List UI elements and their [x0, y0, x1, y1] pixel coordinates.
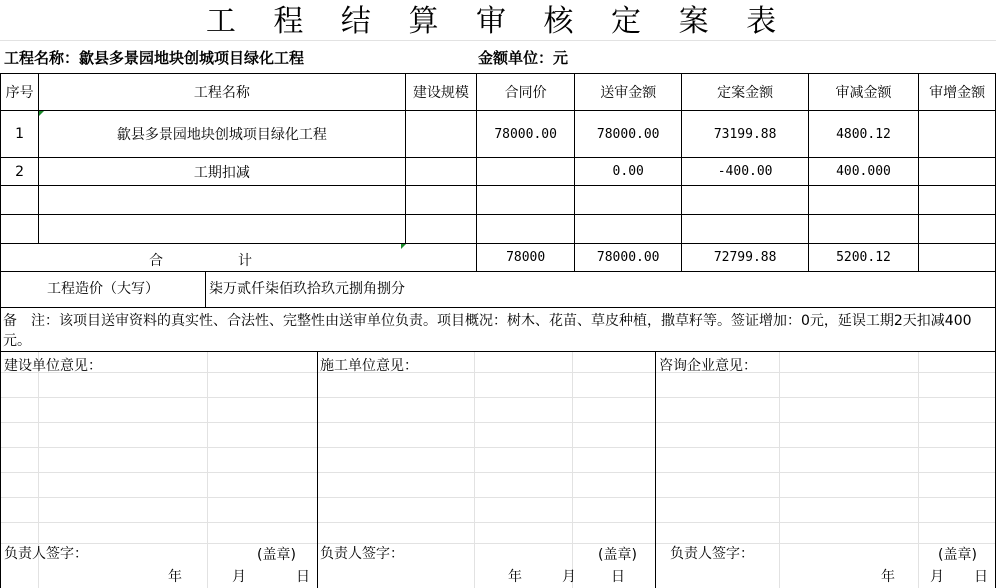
grid-line — [572, 352, 573, 588]
table-cell — [405, 158, 477, 186]
grid-line — [0, 472, 996, 473]
table-cell — [919, 186, 996, 215]
opinion-consultant-signer: 负责人签字： — [670, 546, 754, 562]
opinion-construction-label: 建设单位意见： — [4, 358, 102, 374]
total-final: 72799.88 — [682, 244, 808, 272]
opinion-construction-signer: 负责人签字： — [4, 546, 88, 562]
table-cell — [682, 215, 808, 244]
date-month: 月 — [232, 569, 246, 585]
table-cell: 1 — [1, 111, 39, 158]
table-cell: 73199.88 — [682, 111, 808, 158]
cell-comment-marker — [401, 244, 406, 249]
table-cell — [477, 158, 575, 186]
page-title: 工 程 结 算 审 核 定 案 表 — [205, 4, 791, 39]
table-row — [1, 111, 996, 158]
table-cell — [39, 186, 405, 215]
total-contract: 78000 — [477, 244, 575, 272]
table-cell — [808, 186, 918, 215]
cost-in-words-filler — [405, 272, 996, 308]
table-cell: 78000.00 — [574, 111, 682, 158]
grid-line — [779, 352, 780, 588]
total-submitted: 78000.00 — [574, 244, 682, 272]
table-cell: 4800.12 — [808, 111, 918, 158]
table-cell — [39, 111, 405, 158]
cost-in-words-label: 工程造价（大写） — [1, 272, 206, 307]
amount-unit: 金额单位：元 — [478, 49, 569, 67]
table-cell-text: 歙县多景园地块创城项目绿化工程 — [116, 127, 327, 143]
table-cell: 2 — [1, 158, 39, 186]
opinion-contractor-signer: 负责人签字： — [320, 546, 404, 562]
grid-line — [0, 372, 996, 373]
cost-in-words-row — [1, 272, 996, 308]
grid-line — [0, 40, 996, 41]
table-cell — [39, 215, 405, 244]
opinion-consultant-label: 咨询企业意见： — [659, 358, 757, 374]
total-increase — [919, 244, 996, 272]
grid-line — [0, 497, 996, 498]
cost-in-words-label-cell — [1, 272, 406, 308]
table-cell — [405, 186, 477, 215]
header-cell: 建设规模 — [405, 74, 477, 111]
date-year: 年 — [881, 569, 895, 585]
header-cell: 合同价 — [477, 74, 575, 111]
header-cell: 审增金额 — [919, 74, 996, 111]
cell-comment-marker — [39, 111, 44, 116]
header-cell: 定案金额 — [682, 74, 808, 111]
table-row — [1, 186, 996, 215]
date-year: 年 — [508, 569, 522, 585]
table-cell — [919, 158, 996, 186]
grid-line — [918, 352, 919, 588]
total-label-a: 合 — [149, 253, 163, 269]
date-day: 日 — [611, 569, 625, 585]
grid-line — [0, 422, 996, 423]
divider — [655, 352, 656, 588]
date-month: 月 — [930, 569, 944, 585]
table-cell — [477, 186, 575, 215]
header-cell: 送审金额 — [574, 74, 682, 111]
date-year: 年 — [168, 569, 182, 585]
total-row — [1, 244, 996, 272]
total-label-b: 计 — [238, 253, 252, 269]
table-cell: 工期扣减 — [39, 158, 405, 186]
grid-line — [0, 522, 996, 523]
table-cell — [405, 111, 477, 158]
date-day: 日 — [974, 569, 988, 585]
total-label-cell — [1, 244, 477, 272]
grid-line — [207, 352, 208, 588]
table-cell — [682, 186, 808, 215]
date-day: 日 — [296, 569, 310, 585]
table-cell: 400.000 — [808, 158, 918, 186]
table-cell — [574, 186, 682, 215]
table-cell: 0.00 — [574, 158, 682, 186]
header-cell: 序号 — [1, 74, 39, 111]
project-name: 工程名称：歙县多景园地块创城项目绿化工程 — [4, 49, 305, 67]
table-cell — [1, 186, 39, 215]
cost-in-words-value: 柒万贰仟柒佰玖拾玖元捌角捌分 — [209, 281, 405, 297]
divider — [317, 352, 318, 588]
opinion-contractor-seal: (盖章) — [598, 547, 637, 563]
table-header-row — [1, 74, 996, 111]
grid-line — [0, 447, 996, 448]
table-cell — [808, 215, 918, 244]
grid-line — [0, 543, 996, 544]
table-cell: -400.00 — [682, 158, 808, 186]
opinion-construction-seal: (盖章) — [257, 547, 296, 563]
opinion-consultant-seal: (盖章) — [938, 547, 977, 563]
table-row — [1, 158, 996, 186]
header-cell: 审减金额 — [808, 74, 918, 111]
table-cell — [574, 215, 682, 244]
opinion-contractor-label: 施工单位意见： — [320, 358, 418, 374]
table-cell — [919, 111, 996, 158]
total-reduction: 5200.12 — [808, 244, 918, 272]
table-row — [1, 215, 996, 244]
header-cell: 工程名称 — [39, 74, 405, 111]
table-cell — [405, 215, 477, 244]
table-cell — [919, 215, 996, 244]
table-cell — [477, 215, 575, 244]
grid-line — [0, 397, 996, 398]
grid-line — [474, 352, 475, 588]
divider — [0, 351, 996, 352]
divider — [0, 73, 1, 588]
table-cell — [1, 215, 39, 244]
date-month: 月 — [562, 569, 576, 585]
remark: 备 注：该项目送审资料的真实性、合法性、完整性由送审单位负责。项目概况：树木、花苗、草皮种植，撒草籽等。签证增加：0元，延误工期2天扣减400元。 — [3, 313, 972, 349]
settlement-table — [0, 73, 996, 308]
table-cell: 78000.00 — [477, 111, 575, 158]
